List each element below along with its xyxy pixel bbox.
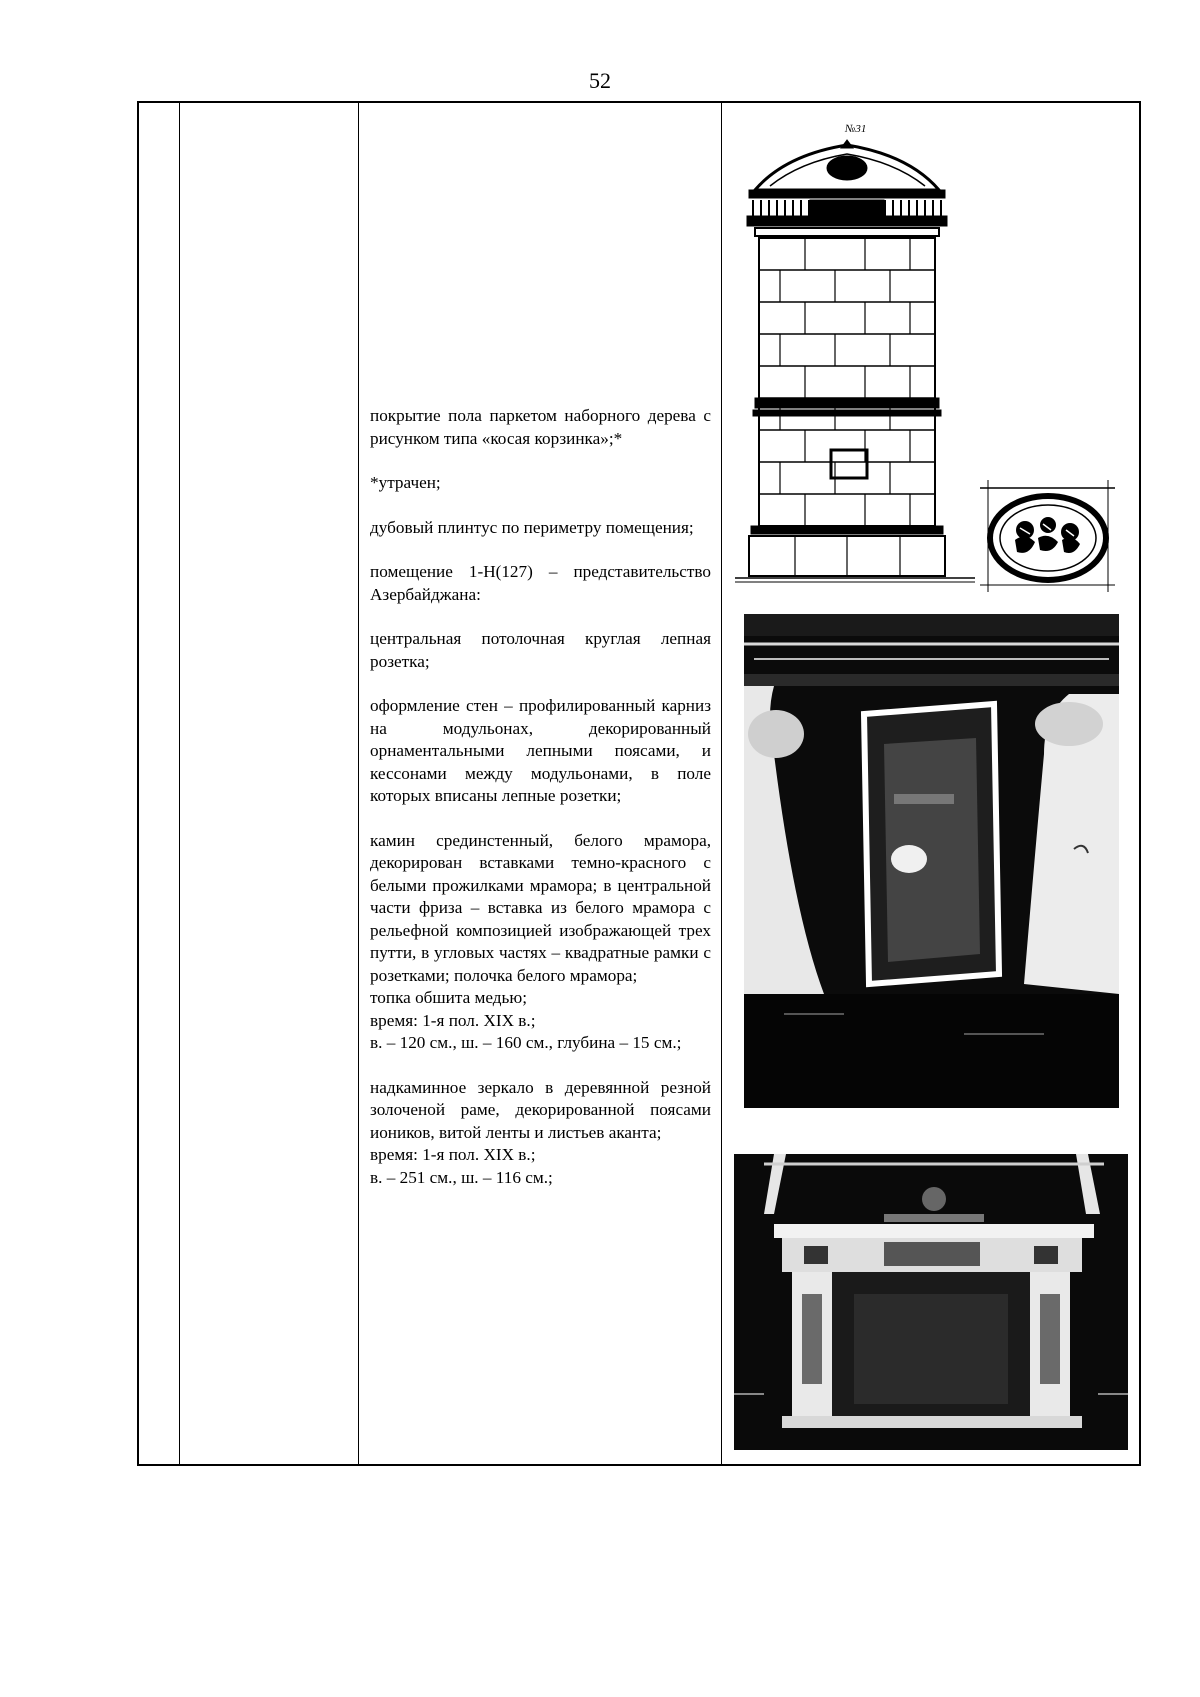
column-divider bbox=[179, 103, 180, 1464]
oval-relief-drawing bbox=[980, 480, 1115, 592]
text-paragraph: оформление стен – профилированный карниз на модульонах, декорированный орнаментальными лепными поясами, и кессонами между модульонами, в поле которых вписаны лепные розетки; bbox=[370, 696, 711, 805]
text-paragraph: помещение 1-Н(127) – представительство Азербайджана: bbox=[370, 562, 711, 604]
column-divider bbox=[358, 103, 359, 1464]
text-paragraph: время: 1-я пол. XIX в.; bbox=[370, 1010, 536, 1030]
text-paragraph: *утрачен; bbox=[370, 473, 441, 492]
text-paragraph: в. – 120 см., ш. – 160 см., глубина – 15 см.; bbox=[370, 1033, 682, 1052]
text-paragraph: в. – 251 см., ш. – 116 см.; bbox=[370, 1167, 553, 1187]
column-divider bbox=[721, 103, 722, 1464]
fireplace-closeup-photo bbox=[734, 1154, 1128, 1450]
stove-elevation-drawing bbox=[735, 120, 975, 595]
text-paragraph: топка обшита медью; bbox=[370, 988, 527, 1007]
fireplace-mirror-photo bbox=[744, 614, 1119, 1108]
text-paragraph: время: 1-я пол. XIX в.; bbox=[370, 1145, 536, 1164]
description-column bbox=[370, 405, 711, 1189]
text-paragraph: центральная потолочная круглая лепная розетка; bbox=[370, 629, 711, 671]
text-paragraph: покрытие пола паркетом наборного дерева с рисунком типа «косая корзинка»;* bbox=[370, 406, 711, 448]
drawing-number: №31 bbox=[845, 123, 867, 135]
text-paragraph: камин срединстенный, белого мрамора, декорирован вставками темно-красного с белыми прожилками мрамора; в центральной части фриза – вставка из белого мрамора с рельефной композицией изображающей трех путти, в угловых частях – квадратные рамки с розетками; полочка белого мрамора; bbox=[370, 830, 711, 985]
text-paragraph: дубовый плинтус по периметру помещения; bbox=[370, 517, 694, 537]
page-number: 52 bbox=[589, 68, 611, 93]
text-paragraph: надкаминное зеркало в деревянной резной золоченой раме, декорированной поясами иоников, витой ленты и листьев аканта; bbox=[370, 1077, 711, 1142]
